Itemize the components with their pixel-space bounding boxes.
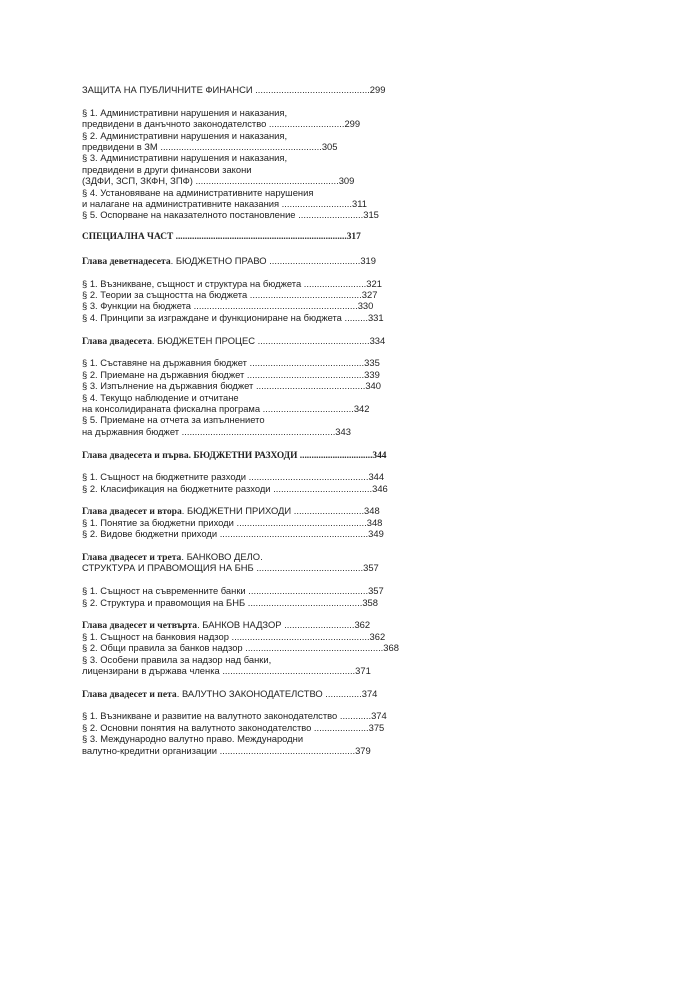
toc-chapter-heading xyxy=(82,255,422,266)
toc-entry: § 1. Същност на бюджетните разходи ..............................................344 xyxy=(82,471,385,483)
toc-chapter-heading xyxy=(82,449,422,460)
chapter-label: Глава двадесет и пета xyxy=(82,688,177,700)
toc-entry: § 2. Теории за същността на бюджета ...........................................327 xyxy=(82,289,378,301)
spacer xyxy=(82,494,422,505)
toc-entry: § 1. Съставяне на държавния бюджет ............................................335 xyxy=(82,357,380,369)
toc-entry: § 4. Текущо наблюдение и отчитане xyxy=(82,391,239,403)
chapter-title: . ВАЛУТНО ЗАКОНОДАТЕЛСТВО ..............374 xyxy=(176,687,378,699)
toc-entry: § 1. Същност на банковия надзор .....................................................362 xyxy=(82,630,386,642)
toc-entry: § 3. Функции на бюджета ...............................................................330 xyxy=(82,300,374,312)
toc-chapter-heading xyxy=(82,335,422,346)
toc-entry: § 3. Международно валутно право. Международни xyxy=(82,733,304,745)
toc-entry: предвидени в ЗМ ..............................................................305 xyxy=(82,140,338,152)
toc-entry: § 3. Особени правила за надзор над банки, xyxy=(82,653,272,665)
toc-entry: § 2. Класификация на бюджетните разходи ......................................346 xyxy=(82,482,388,494)
toc-entry: § 2. Административни нарушения и наказания, xyxy=(82,129,288,141)
toc-part-heading: СПЕЦИАЛНА ЧАСТ .........................................................................317 xyxy=(82,232,361,243)
toc-entry: СТРУКТУРА И ПРАВОМОЩИЯ НА БНБ .........................................357 xyxy=(82,562,379,574)
chapter-label: Глава двадесет и четвърта xyxy=(82,620,198,632)
chapter-title: . БЮДЖЕТЕН ПРОЦЕС ...........................................334 xyxy=(151,334,386,346)
toc-entry: и налагане на административните наказания ...........................311 xyxy=(82,197,367,209)
toc-chapter-heading xyxy=(82,619,422,630)
toc-entry: предвидени в други финансови закони xyxy=(82,163,252,175)
spacer xyxy=(82,346,422,357)
spacer xyxy=(82,460,422,471)
toc-entry: § 3. Административни нарушения и наказания, xyxy=(82,152,288,164)
spacer xyxy=(82,676,422,687)
toc-entry: § 5. Оспорване на наказателното постановление .........................315 xyxy=(82,209,379,221)
toc-entry: § 4. Установяване на административните нарушения xyxy=(82,186,314,198)
toc-entry: на държавния бюджет ...........................................................343 xyxy=(82,425,351,437)
toc-entry: § 3. Изпълнение на държавния бюджет ..........................................340 xyxy=(82,380,381,392)
chapter-title: . БЮДЖЕТНИ ПРИХОДИ ...........................348 xyxy=(181,505,380,517)
toc-entry: лицензирани в държава членка ...................................................371 xyxy=(82,664,371,676)
chapter-label: Глава двадесет и трета xyxy=(82,552,182,564)
spacer xyxy=(82,95,422,106)
spacer xyxy=(82,540,422,551)
spacer xyxy=(82,221,422,232)
chapter-label: Глава двадесета xyxy=(82,335,152,347)
spacer xyxy=(82,243,422,254)
chapter-title: . БЮДЖЕТНИ РАЗХОДИ ...............................344 xyxy=(188,450,387,461)
spacer xyxy=(82,608,422,619)
spacer xyxy=(82,323,422,334)
chapter-title: . БЮДЖЕТНО ПРАВО ...................................319 xyxy=(170,254,376,266)
toc-entry: § 5. Приемане на отчета за изпълнението xyxy=(82,414,265,426)
chapter-label: Глава двадесета и първа xyxy=(82,449,189,461)
table-of-contents xyxy=(82,84,422,756)
toc-entry: § 2. Основни понятия на валутното законодателство .....................375 xyxy=(82,721,385,733)
toc-entry: предвидени в данъчното законодателство .............................299 xyxy=(82,118,361,130)
toc-entry: § 1. Възникване, същност и структура на бюджета ........................321 xyxy=(82,277,382,289)
toc-entry: § 1. Възникване и развитие на валутното законодателство ............374 xyxy=(82,710,387,722)
chapter-label: Глава двадесет и втора xyxy=(82,506,182,518)
toc-chapter-heading xyxy=(82,505,422,516)
toc-chapter-heading xyxy=(82,551,422,562)
toc-entry: § 1. Административни нарушения и наказания, xyxy=(82,106,288,118)
chapter-label: Глава деветнадесета xyxy=(82,255,171,267)
spacer xyxy=(82,266,422,277)
spacer xyxy=(82,574,422,585)
spacer xyxy=(82,699,422,710)
toc-entry: валутно-кредитни организации ....................................................379 xyxy=(82,744,371,756)
toc-entry: § 1. Понятие за бюджетни приходи ..................................................348 xyxy=(82,516,383,528)
toc-entry: § 1. Същност на съвременните банки ..............................................357 xyxy=(82,585,384,597)
toc-entry: § 4. Принципи за изграждане и функциониране на бюджета .........331 xyxy=(82,311,384,323)
toc-section-heading: ЗАЩИТА НА ПУБЛИЧНИТЕ ФИНАНСИ ............................................299 xyxy=(82,84,386,95)
toc-entry: § 2. Видове бюджетни приходи .........................................................349 xyxy=(82,528,384,540)
chapter-title: . БАНКОВО ДЕЛО. xyxy=(181,551,263,563)
toc-entry: § 2. Приемане на държавния бюджет .............................................339 xyxy=(82,368,380,380)
toc-entry: (ЗДФИ, ЗСП, ЗКФН, ЗПФ) .......................................................309 xyxy=(82,175,355,187)
spacer xyxy=(82,437,422,448)
toc-entry: § 2. Структура и правомощия на БНБ ............................................358 xyxy=(82,596,378,608)
toc-entry: на консолидираната фискална програма ...................................342 xyxy=(82,402,370,414)
toc-chapter-heading xyxy=(82,688,422,699)
chapter-title: . БАНКОВ НАДЗОР ...........................362 xyxy=(197,619,371,631)
toc-entry: § 2. Общи правила за банков надзор .....................................................368 xyxy=(82,642,399,654)
